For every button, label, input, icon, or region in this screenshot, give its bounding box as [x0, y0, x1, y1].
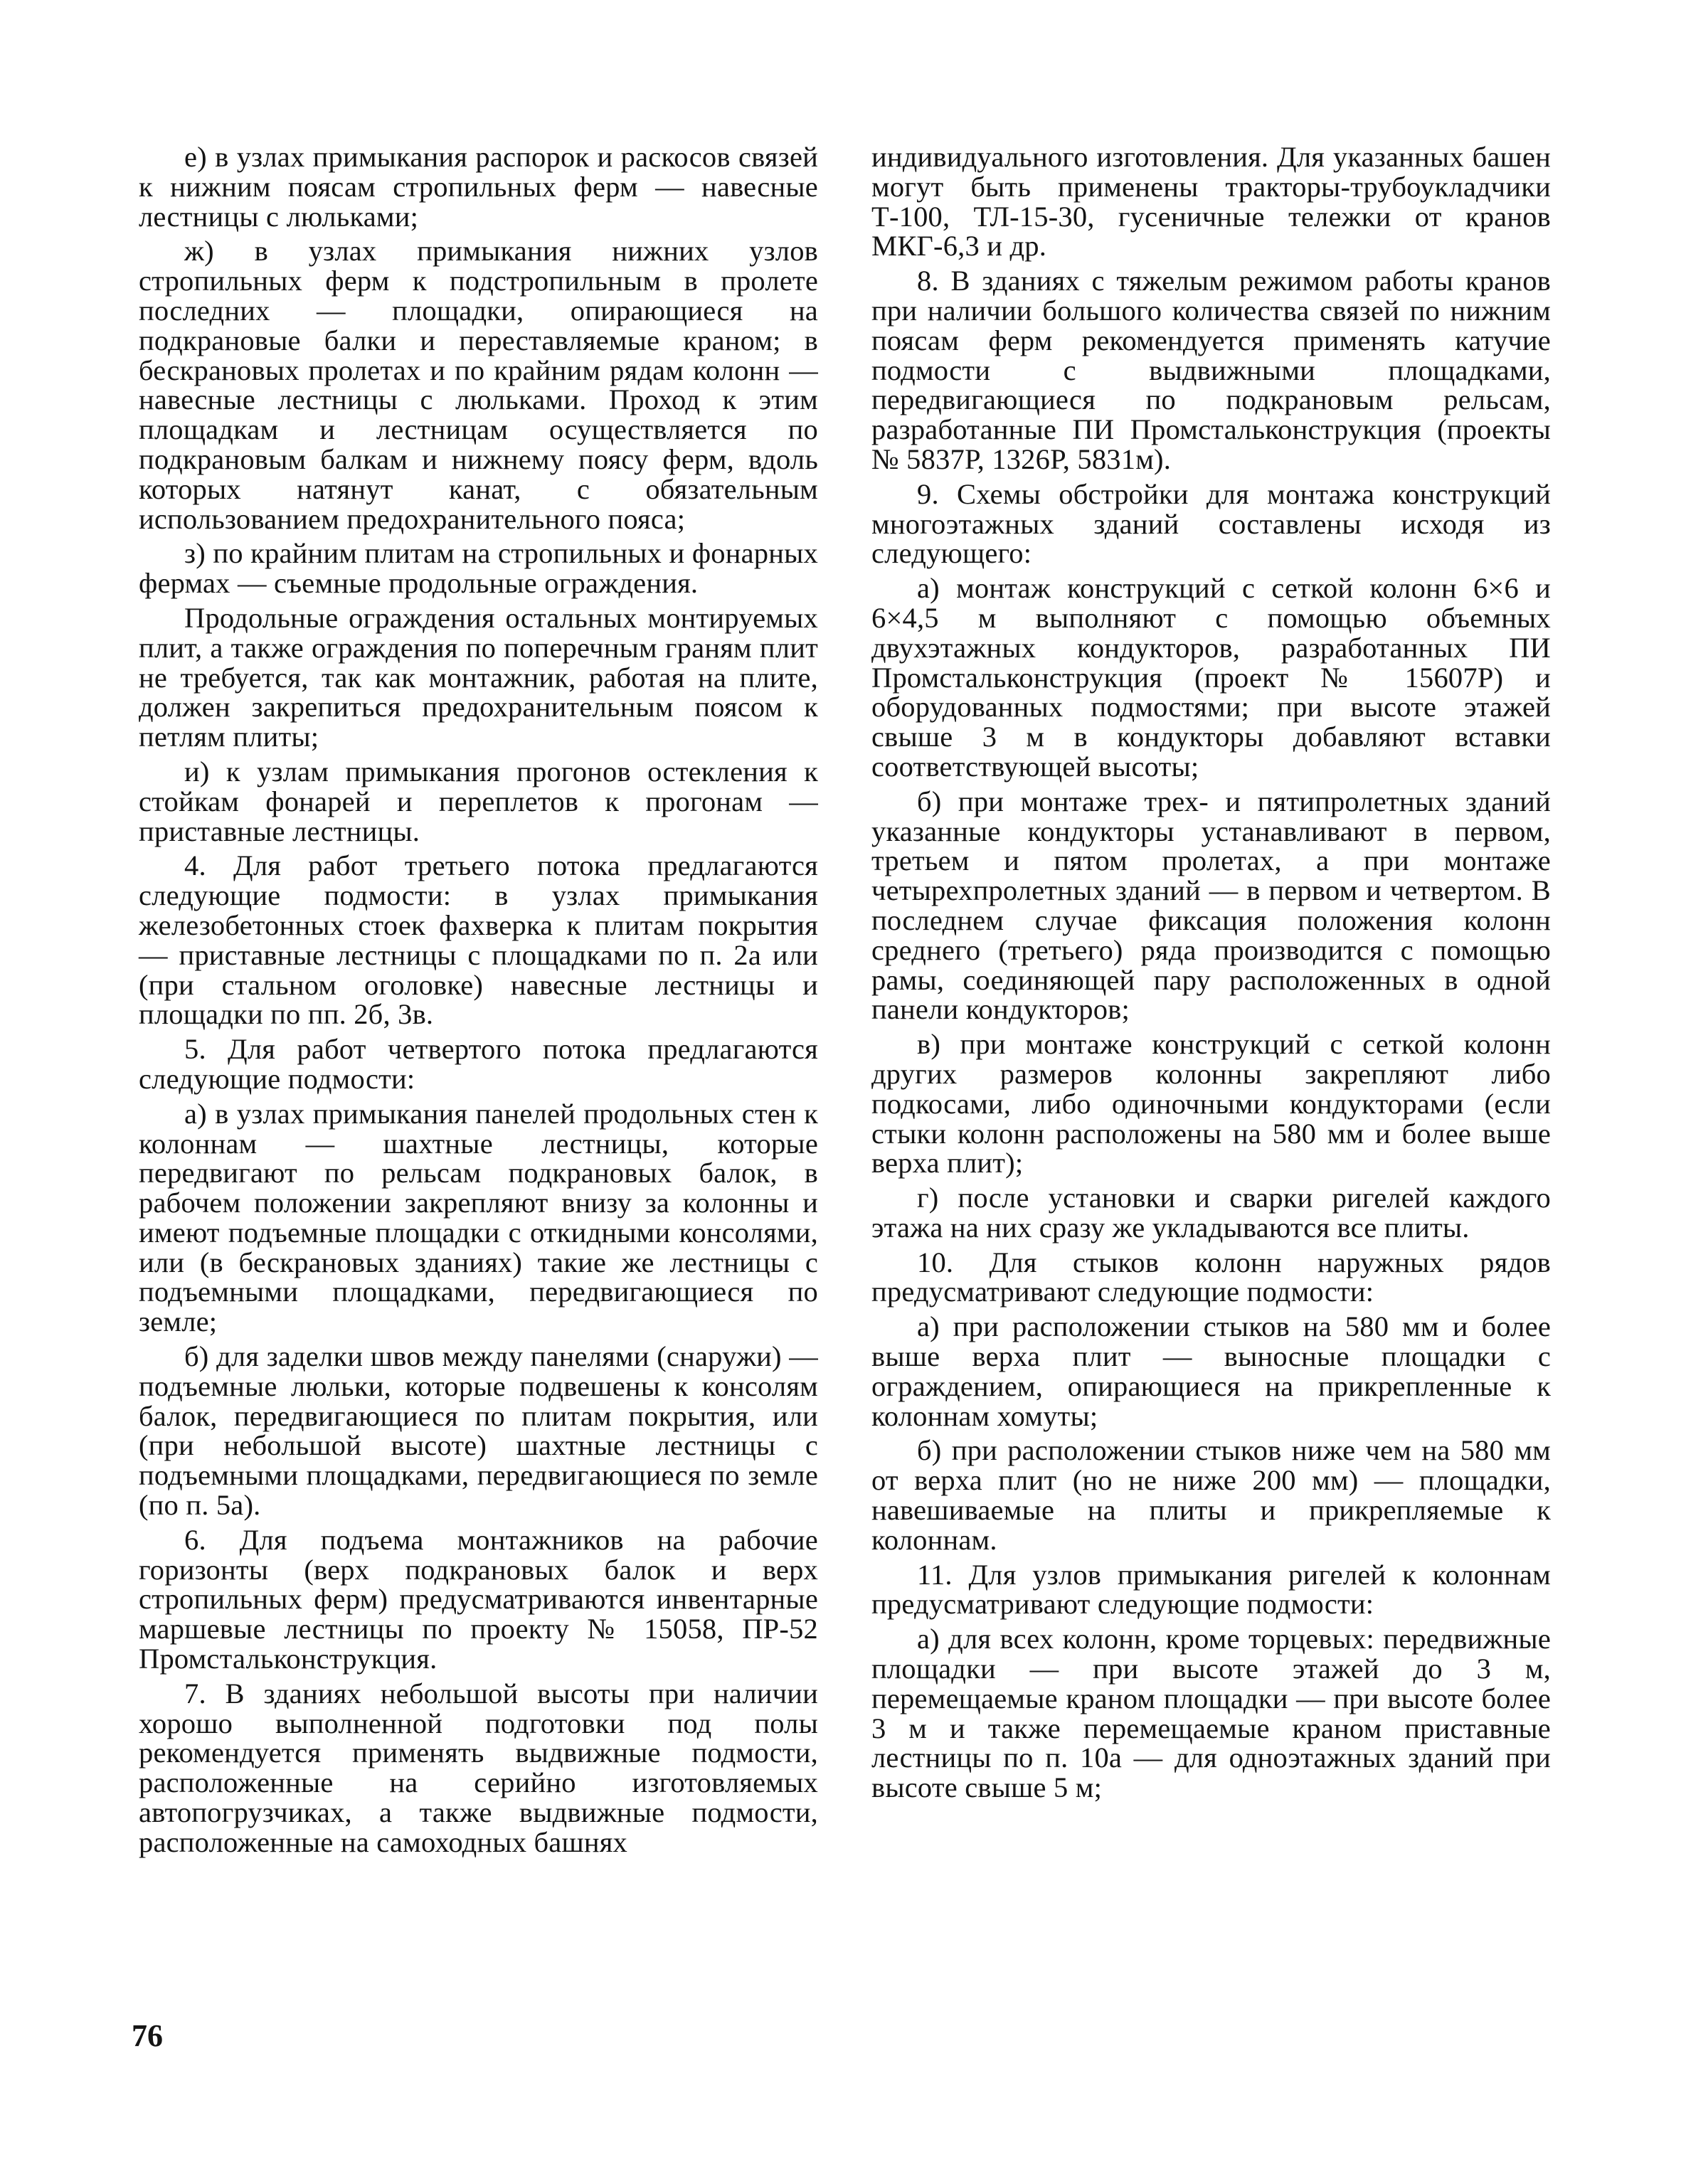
paragraph: а) в узлах примыкания панелей продольных стен к колоннам — шахтные лестницы, которые передвигают по рельсам подкрановых балок, в рабочем положении закрепляют внизу за колонны и имеют подъемные площадки с откидными консолями, или (в бескрановых зданиях) такие же лестницы с подъемными площадками, передвигающиеся по земле;	[139, 1097, 818, 1338]
paragraph: а) при расположении стыков на 580 мм и более выше верха плит — выносные площадки с ограждением, опирающиеся на прикрепленные к колоннам хомуты;	[871, 1310, 1551, 1432]
paragraph: е) в узлах примыкания распорок и раскосов связей к нижним поясам стропильных ферм — навесные лестницы с люльками;	[139, 141, 818, 233]
paragraph: 4. Для работ третьего потока предлагаются следующие подмости: в узлах примыкания железобетонных стоек фахверка к плитам покрытия — приставные лестницы с площадками по п. 2а или (при стальном оголовке) навесные лестницы и площадки по пп. 2б, 3в.	[139, 849, 818, 1031]
paragraph: г) после установки и сварки ригелей каждого этажа на них сразу же укладываются все плиты.	[871, 1182, 1551, 1244]
paragraph: ж) в узлах примыкания нижних узлов стропильных ферм к подстропильным в пролете последних — площадки, опирающиеся на подкрановые балки и переставляемые краном; в бескрановых пролетах и по крайним рядам колонн — навесные лестницы с люльками. Проход к этим площадкам и лестницам осуществляется по подкрановым балкам и нижнему поясу ферм, вдоль которых натянут канат, с обязательным использованием предохранительного пояса;	[139, 235, 818, 535]
paragraph: 6. Для подъема монтажников на рабочие горизонты (верх подкрановых балок и верх стропильных ферм) предусматриваются инвентарные маршевые лестницы по проекту № 15058, ПР-52 Промстальконструкция.	[139, 1523, 818, 1675]
paragraph: 10. Для стыков колонн наружных рядов предусматривают следующие подмости:	[871, 1246, 1551, 1308]
paragraph: 7. В зданиях небольшой высоты при наличии хорошо выполненной подготовки под полы рекомендуется применять выдвижные подмости, расположенные на серийно изготовляемых автопогрузчиках, а также выдвижные подмости, расположенные на самоходных башнях	[139, 1677, 818, 1858]
page-number: 76	[132, 2018, 163, 2053]
paragraph: и) к узлам примыкания прогонов остекления к стойкам фонарей и переплетов к прогонам — приставные лестницы.	[139, 755, 818, 847]
paragraph: а) для всех колонн, кроме торцевых: передвижные площадки — при высоте этажей до 3 м, перемещаемые краном площадки — при высоте более 3 м и также перемещаемые краном приставные лестницы по п. 10а — для одноэтажных зданий при высоте свыше 5 м;	[871, 1623, 1551, 1804]
paragraph-continued: индивидуального изготовления. Для указанных башен могут быть применены тракторы-трубоукладчики Т-100, ТЛ-15-30, гусеничные тележки от кранов МКГ-6,3 и др.	[871, 141, 1551, 263]
paragraph: б) для заделки швов между панелями (снаружи) — подъемные люльки, которые подвешены к консолям балок, передвигающиеся по плитам покрытия, или (при небольшой высоте) шахтные лестницы с подъемными площадками, передвигающиеся по земле (по п. 5а).	[139, 1340, 818, 1522]
paragraph: 5. Для работ четвертого потока предлагаются следующие подмости:	[139, 1033, 818, 1095]
paragraph: Продольные ограждения остальных монтируемых плит, а также ограждения по поперечным граням плит не требуется, так как монтажник, работая на плите, должен закрепиться предохранительным поясом к петлям плиты;	[139, 601, 818, 753]
paragraph: а) монтаж конструкций с сеткой колонн 6×6 и 6×4,5 м выполняют с помощью объемных двухэтажных кондукторов, разработанных ПИ Промстальконструкция (проект № 15607Р) и оборудованных подмостями; при высоте этажей свыше 3 м в кондукторы добавляют вставки соответствующей высоты;	[871, 572, 1551, 783]
right-text-column	[871, 142, 1551, 1803]
paragraph: в) при монтаже конструкций с сеткой колонн других размеров колонны закрепляют либо подкосами, либо одиночными кондукторами (если стыки колонн расположены на 580 мм и более выше верха плит);	[871, 1028, 1551, 1180]
paragraph: б) при расположении стыков ниже чем на 580 мм от верха плит (но не ниже 200 мм) — площадки, навешиваемые на плиты и прикрепляемые к колоннам.	[871, 1434, 1551, 1556]
paragraph: 9. Схемы обстройки для монтажа конструкций многоэтажных зданий составлены исходя из следующего:	[871, 477, 1551, 570]
left-text-column	[139, 142, 818, 1857]
paragraph: б) при монтаже трех- и пятипролетных зданий указанные кондукторы устанавливают в первом, третьем и пятом пролетах, а при монтаже четырехпролетных зданий — в первом и четвертом. В последнем случае фиксация положения колонн среднего (третьего) ряда производится с помощью рамы, соединяющей пару расположенных в одной панели кондукторов;	[871, 785, 1551, 1026]
paragraph: 8. В зданиях с тяжелым режимом работы кранов при наличии большого количества связей по нижним поясам ферм рекомендуется применять катучие подмости с выдвижными площадками, передвигающиеся по подкрановым рельсам, разработанные ПИ Промстальконструкция (проекты № 5837Р, 1326Р, 5831м).	[871, 265, 1551, 475]
paragraph: з) по крайним плитам на стропильных и фонарных фермах — съемные продольные ограждения.	[139, 537, 818, 600]
paragraph: 11. Для узлов примыкания ригелей к колоннам предусматривают следующие подмости:	[871, 1558, 1551, 1621]
